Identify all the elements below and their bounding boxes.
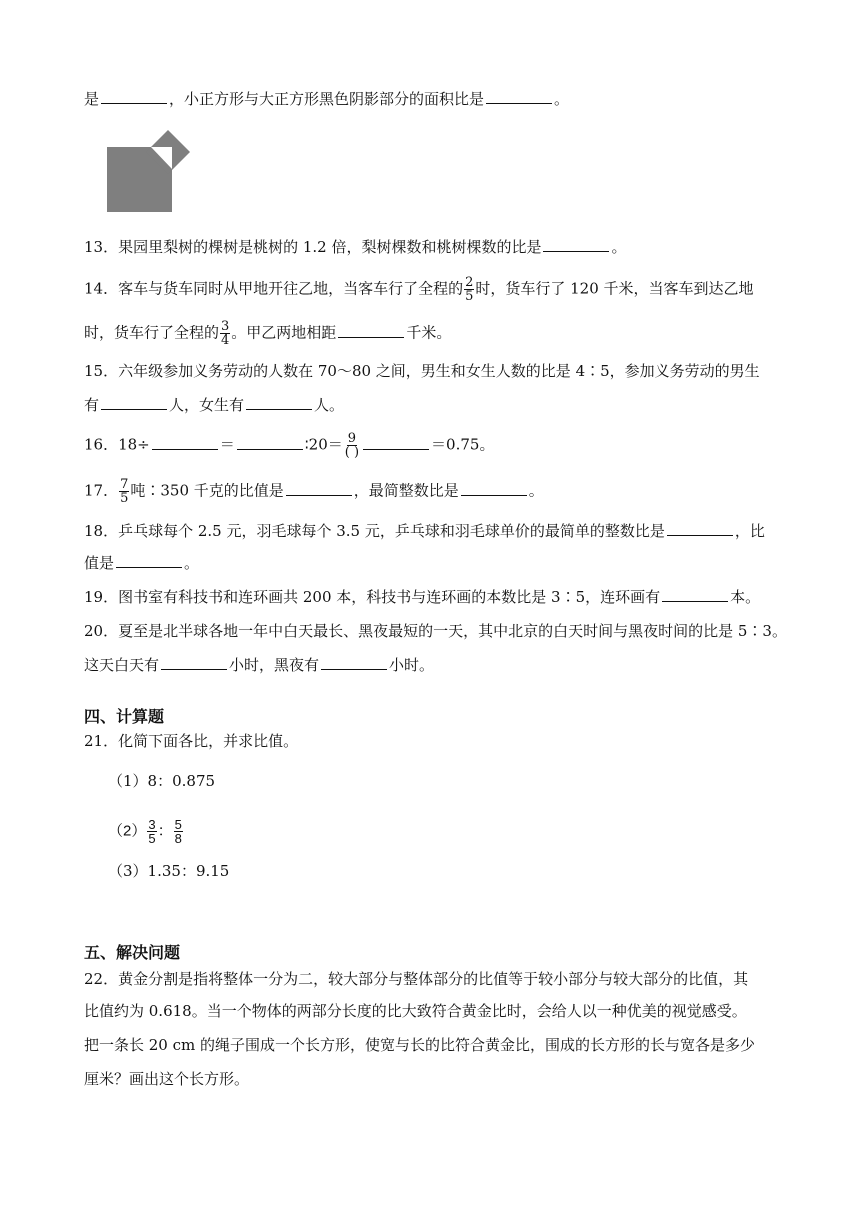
question-22-line3: 把一条长 20 cm 的绳子围成一个长方形，使宽与长的比符合黄金比，围成的长方形的长与宽各是多少 (84, 1036, 756, 1054)
answer-blank[interactable] (363, 434, 429, 450)
fraction: $\frac{3}{4}$ (221, 319, 230, 348)
answer-blank[interactable] (321, 654, 387, 670)
question-13: 13．果园里梨树的棵树是桃树的 1.2 倍，梨树棵数和桃树棵数的比是 。 (84, 238, 627, 256)
question-21-part-2: （2） $\frac{3}{5}$ ： $\frac{5}{8}$ (108, 817, 182, 846)
question-22-line1: 22．黄金分割是指将整体一分为二，较大部分与整体部分的比值等于较小部分与较大部分的比值，其 (84, 970, 749, 988)
question-12-tail: 是 ，小正方形与大正方形黑色阴影部分的面积比是 。 (84, 90, 570, 108)
answer-blank[interactable] (161, 654, 227, 670)
question-15-line1: 15．六年级参加义务劳动的人数在 70～80 之间，男生和女生人数的比是 4∶5，参加义务劳动的男生 (84, 362, 760, 380)
answer-blank[interactable] (461, 480, 527, 496)
question-22-line2: 比值约为 0.618。当一个物体的两部分长度的比大致符合黄金比时，会给人以一种优美的视觉感受。 (84, 1002, 747, 1020)
question-20-line2: 这天白天有 小时，黑夜有 小时。 (84, 656, 435, 674)
answer-blank[interactable] (237, 434, 303, 450)
answer-blank[interactable] (116, 552, 182, 568)
question-22-line4: 厘米？画出这个长方形。 (84, 1070, 250, 1088)
answer-blank[interactable] (286, 480, 352, 496)
fraction: $\frac{7}{5}$ (120, 477, 129, 506)
answer-blank[interactable] (338, 322, 404, 338)
question-16: 16．18÷ ＝ ∶20＝ $\frac{9}{( )}$ ＝0.75。 (84, 431, 495, 460)
question-18-line1: 18．乒乓球每个 2.5 元，羽毛球每个 3.5 元，乒乓球和羽毛球单价的最简单的整数比是 ，比 (84, 522, 765, 540)
answer-blank[interactable] (101, 88, 167, 104)
question-21: 21．化简下面各比，并求比值。 (84, 732, 299, 750)
squares-figure (106, 124, 194, 214)
question-21-part-1: （1）8：0.875 (108, 772, 216, 790)
question-19: 19．图书室有科技书和连环画共 200 本，科技书与连环画的本数比是 3∶5，连环画有 本。 (84, 588, 761, 606)
answer-blank[interactable] (486, 88, 552, 104)
question-20-line1: 20．夏至是北半球各地一年中白天最长、黑夜最短的一天，其中北京的白天时间与黑夜时间的比是 5∶3。 (84, 622, 787, 640)
fraction: $\frac{5}{8}$ (174, 817, 182, 846)
fraction: $\frac{2}{5}$ (465, 275, 474, 304)
question-14-line2: 时，货车行了全程的 $\frac{3}{4}$ 。甲乙两地相距 千米。 (84, 319, 452, 348)
fraction: $\frac{9}{( )}$ (344, 431, 360, 460)
question-17: 17． $\frac{7}{5}$ 吨∶350 千克的比值是 ，最简整数比是 。 (84, 477, 544, 506)
question-18-line2: 值是 。 (84, 554, 200, 572)
answer-blank[interactable] (152, 434, 218, 450)
answer-blank[interactable] (246, 394, 312, 410)
question-15-line2: 有 人，女生有 人。 (84, 396, 345, 414)
question-14-line1: 14．客车与货车同时从甲地开往乙地，当客车行了全程的 $\frac{2}{5}$ 时，货车行了 120 千米，当客车到达乙地 (84, 275, 754, 304)
answer-blank[interactable] (667, 520, 733, 536)
answer-blank[interactable] (662, 586, 728, 602)
answer-blank[interactable] (543, 236, 609, 252)
question-21-part-3: （3）1.35：9.15 (108, 862, 230, 880)
section-heading-calc: 四、计算题 (84, 707, 165, 726)
section-heading-solve: 五、解决问题 (84, 943, 181, 962)
fraction: $\frac{3}{5}$ (148, 817, 156, 846)
answer-blank[interactable] (101, 394, 167, 410)
